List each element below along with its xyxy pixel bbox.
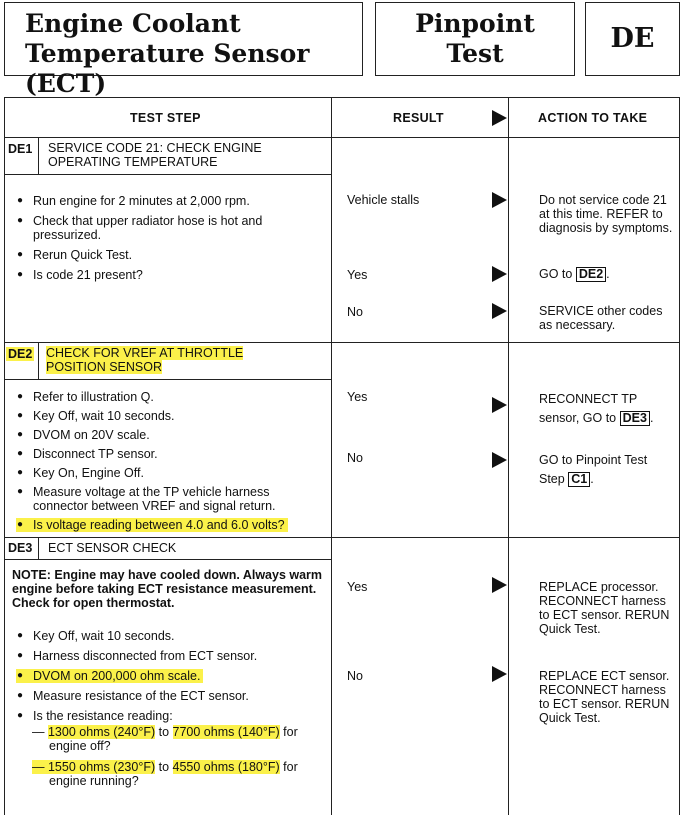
- step-title-de2: CHECK FOR VREF AT THROTTLE POSITION SENSOR: [46, 346, 244, 374]
- arrow-icon: [492, 192, 507, 208]
- col-divider-2: [508, 97, 509, 815]
- list-item: ● Disconnect TP sensor.: [16, 447, 326, 461]
- list-item: ● Key Off, wait 10 seconds.: [16, 629, 326, 643]
- header-row-divider: [4, 137, 680, 138]
- arrow-icon: [492, 266, 507, 282]
- de2-result-yes: Yes: [347, 390, 368, 404]
- list-item: ● Key On, Engine Off.: [16, 466, 326, 480]
- list-item: ● DVOM on 200,000 ohm scale.: [16, 669, 203, 683]
- de3-result-yes: Yes: [347, 580, 368, 594]
- arrow-icon: [492, 303, 507, 319]
- de2-steps: [16, 390, 326, 532]
- de3-action-yes: REPLACE processor. RECONNECT harness to ECT sensor. RERUN Quick Test.: [539, 580, 670, 636]
- de3-action-no: REPLACE ECT sensor. RECONNECT harness to ECT sensor. RERUN Quick Test.: [539, 669, 670, 725]
- list-item: ● Run engine for 2 minutes at 2,000 rpm.: [16, 194, 316, 208]
- de3-sub-item-running: — 1550 ohms (230°F) to 4550 ohms (180°F) for engine running?: [32, 760, 298, 788]
- test-code-box: [585, 2, 680, 76]
- pinpoint-label: Pinpoint Test: [415, 9, 535, 68]
- col-divider-1: [331, 97, 332, 815]
- de3-note: NOTE: Engine may have cooled down. Always warm engine before taking ECT resistance measurement. Check for open thermostat.: [12, 568, 323, 610]
- de2-action-yes: RECONNECT TP sensor, GO to DE3 .: [539, 392, 654, 425]
- page-title: Engine Coolant Temperature Sensor (ECT): [25, 9, 310, 98]
- list-item: ● Is voltage reading between 4.0 and 6.0 volts?: [16, 518, 288, 532]
- pinpoint-box: [375, 2, 575, 76]
- de1-result-yes: Yes: [347, 268, 368, 282]
- arrow-icon: [492, 577, 507, 593]
- step-title-de1: SERVICE CODE 21: CHECK ENGINE OPERATING TEMPERATURE: [48, 141, 262, 169]
- de1-action-no: SERVICE other codes as necessary.: [539, 304, 663, 332]
- list-item: ● Check that upper radiator hose is hot and pressurized.: [16, 214, 293, 242]
- arrow-icon: [492, 397, 507, 413]
- list-item: ● Measure resistance of the ECT sensor.: [16, 689, 326, 703]
- arrow-icon: [492, 110, 507, 126]
- de3-steps: [16, 629, 326, 723]
- list-item: ● Key Off, wait 10 seconds.: [16, 409, 326, 423]
- col-header-action: ACTION TO TAKE: [538, 111, 648, 125]
- goto-step-de2[interactable]: DE2: [576, 267, 606, 282]
- list-item: ● Harness disconnected from ECT sensor.: [16, 649, 326, 663]
- col-header-result: RESULT: [393, 111, 444, 125]
- de1-action-yes: GO to DE2 .: [539, 267, 610, 281]
- list-item: ● Is the resistance reading:: [16, 709, 326, 723]
- goto-step-c1[interactable]: C1: [568, 472, 590, 487]
- list-item: ● Is code 21 present?: [16, 268, 316, 282]
- title-box: [4, 2, 363, 98]
- de1-result-stalls: Vehicle stalls: [347, 193, 420, 207]
- col-header-test-step: TEST STEP: [130, 111, 201, 125]
- de2-result-no: No: [347, 451, 363, 465]
- arrow-icon: [492, 452, 507, 468]
- test-code: DE: [610, 23, 655, 54]
- de1-steps: [16, 194, 316, 282]
- section-divider-de2: [4, 342, 680, 343]
- de1-action-stalls: Do not service code 21 at this time. REFER to diagnosis by symptoms.: [539, 193, 673, 235]
- de1-result-no: No: [347, 305, 363, 319]
- goto-step-de3[interactable]: DE3: [620, 411, 650, 426]
- step-code-de1: DE1: [8, 142, 33, 156]
- arrow-icon: [492, 666, 507, 682]
- step-code-de2: DE2: [8, 347, 33, 361]
- step-code-de3: DE3: [8, 541, 33, 555]
- list-item: ● Refer to illustration Q.: [16, 390, 326, 404]
- list-item: ● Rerun Quick Test.: [16, 248, 316, 262]
- section-divider-de3: [4, 537, 680, 538]
- de3-result-no: No: [347, 669, 363, 683]
- de2-action-no: GO to Pinpoint Test Step C1 .: [539, 453, 648, 486]
- list-item: ● DVOM on 20V scale.: [16, 428, 326, 442]
- de3-sub-item-off: — 1300 ohms (240°F) to 7700 ohms (140°F) for engine off?: [32, 725, 298, 753]
- list-item: ● Measure voltage at the TP vehicle harness connector between VREF and signal return.: [16, 485, 323, 513]
- step-title-de3: ECT SENSOR CHECK: [48, 541, 177, 555]
